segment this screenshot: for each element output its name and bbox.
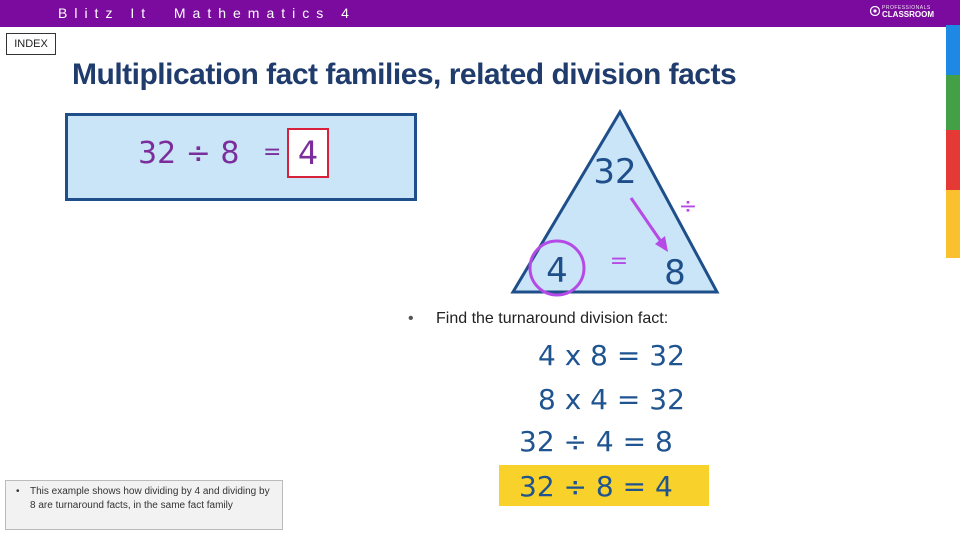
logo-wordmark: CLASSROOM: [882, 10, 934, 19]
divide-operator: ÷: [678, 194, 698, 219]
header-bar: [0, 0, 946, 27]
equation-equals: =: [263, 140, 282, 165]
fact-line-highlighted: 32 ÷ 8 = 4: [519, 470, 673, 503]
logo-icon: [870, 6, 880, 16]
triangle-bottom-left-number: 4: [546, 251, 568, 291]
fact-line: 4 x 8 = 32: [538, 339, 685, 372]
equation-box: [65, 113, 417, 201]
equation-answer: 4: [287, 128, 329, 178]
index-button[interactable]: INDEX: [6, 33, 56, 55]
strip-red: [946, 130, 960, 190]
note-box: [5, 480, 283, 530]
note-text: This example shows how dividing by 4 and dividing by 8 are turnaround facts, in the same fact family: [30, 486, 270, 511]
color-strip: [946, 0, 960, 258]
bullet-marker: •: [408, 310, 414, 327]
fact-line: 8 x 4 = 32: [538, 383, 685, 416]
strip-blue: [946, 25, 960, 75]
equals-operator: =: [609, 249, 629, 274]
triangle-bottom-right-number: 8: [664, 253, 686, 293]
logo-tagline: PROFESSIONALS: [882, 5, 931, 11]
fact-triangle: [505, 108, 725, 298]
strip-green: [946, 75, 960, 130]
strip-purple: [946, 0, 960, 25]
triangle-top-number: 32: [593, 152, 637, 192]
instruction-text: Find the turnaround division fact:: [436, 310, 669, 327]
note-bullet: •: [16, 486, 20, 497]
equation-lhs: 32 ÷ 8: [138, 136, 240, 171]
course-title: Blitz It Mathematics 4: [58, 5, 356, 21]
fact-line: 32 ÷ 4 = 8: [519, 425, 673, 458]
strip-yellow: [946, 190, 960, 258]
page-title: Multiplication fact families, related division facts: [72, 58, 737, 91]
instruction-bullet: [408, 310, 668, 328]
